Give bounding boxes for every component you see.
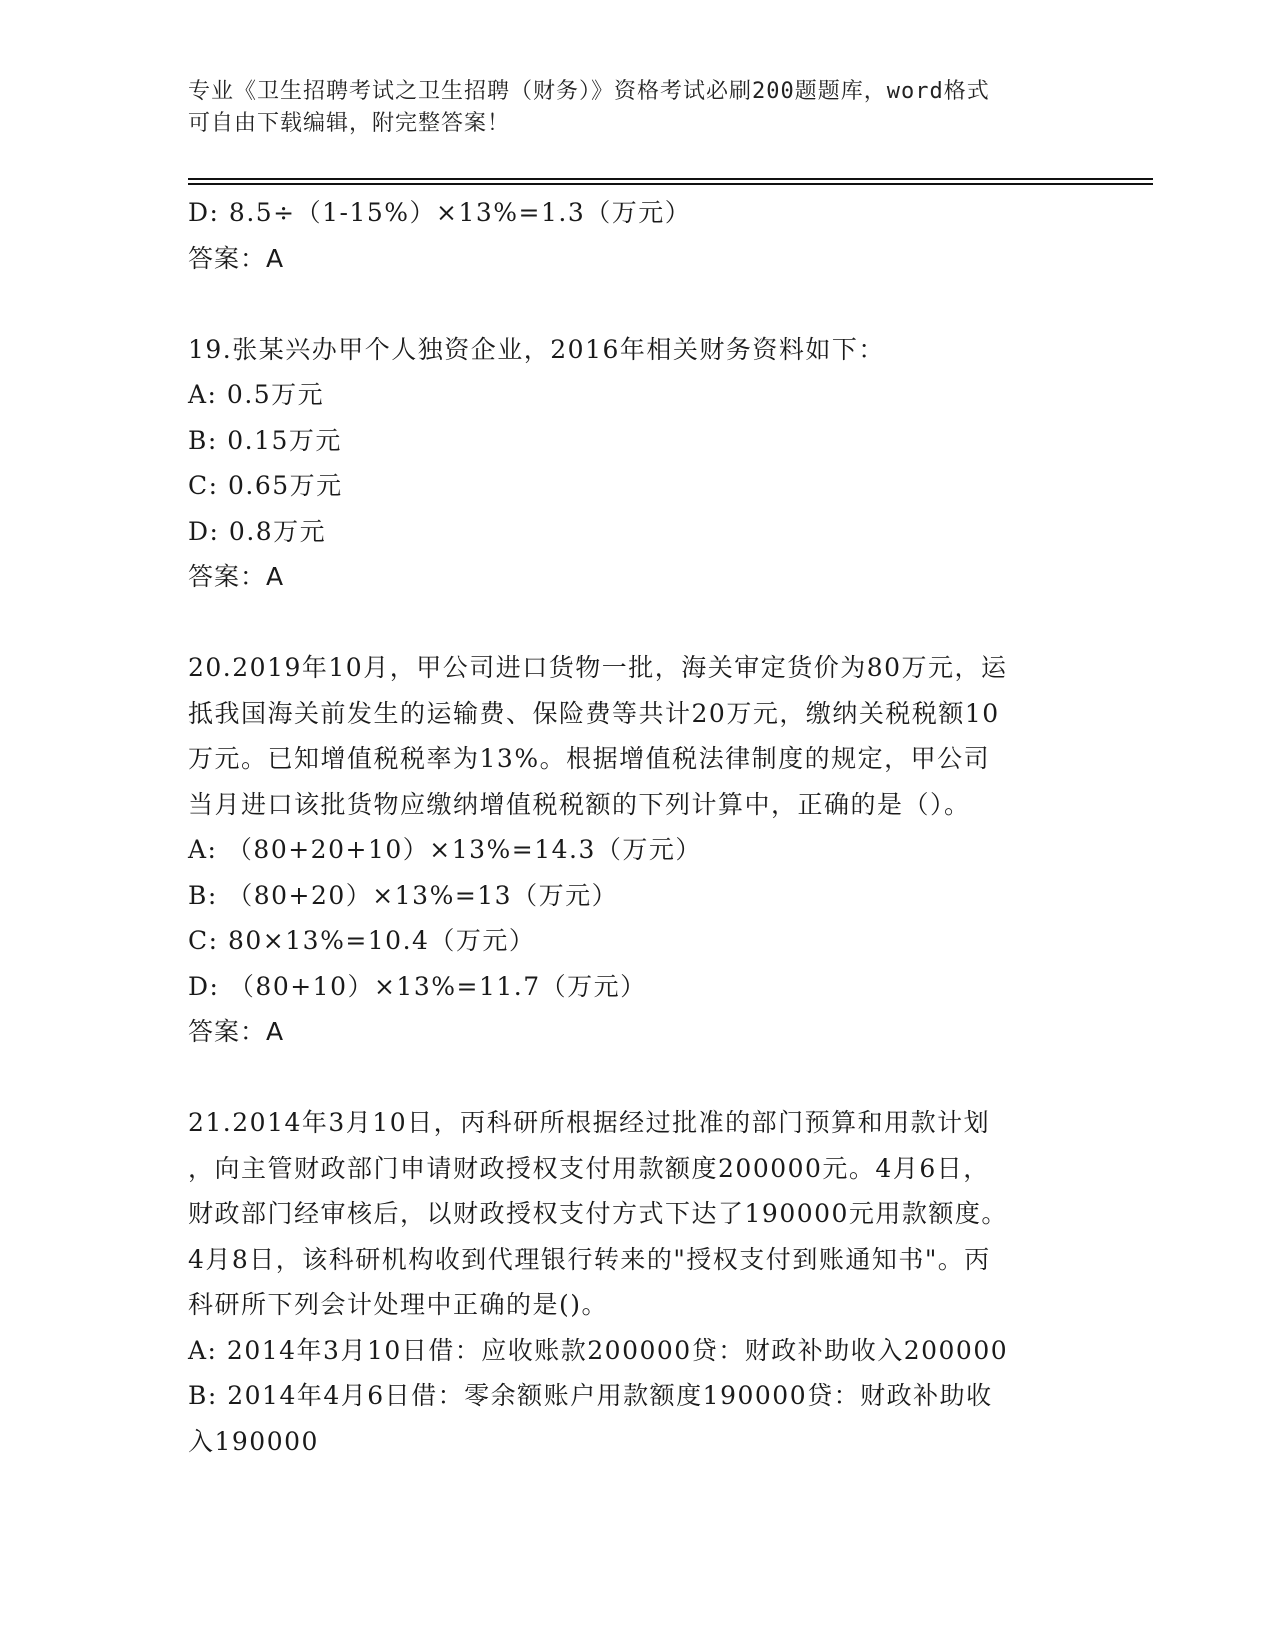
option-b: B: （80+20）×13%=13（万元）	[188, 880, 619, 910]
question-stem-line: 科研所下列会计处理中正确的是()。	[188, 1290, 609, 1319]
question-19	[188, 327, 1088, 600]
header-divider-bottom	[188, 183, 1153, 185]
header-line-1: 专业《卫生招聘考试之卫生招聘（财务）》资格考试必刷200题题库，word格式	[188, 79, 990, 104]
answer: 答案：A	[188, 562, 285, 591]
question-20	[188, 645, 1088, 1055]
question-stem-line: 抵我国海关前发生的运输费、保险费等共计20万元，缴纳关税税额10	[188, 698, 1000, 728]
header-line-2: 可自由下载编辑，附完整答案！	[188, 111, 511, 136]
question-stem: 19.张某兴办甲个人独资企业，2016年相关财务资料如下：	[188, 334, 885, 364]
option-b: B: 0.15万元	[188, 425, 342, 455]
question-stem-line: 财政部门经审核后，以财政授权支付方式下达了190000元用款额度。	[188, 1199, 1008, 1228]
spacer	[188, 1055, 1088, 1101]
question-stem-line: 20.2019年10月，甲公司进口货物一批，海关审定货价为80万元，运	[188, 653, 1008, 682]
option-b-line: B: 2014年4月6日借：零余额账户用款额度190000贷：财政补助收	[188, 1381, 993, 1410]
document-body	[188, 190, 1088, 1464]
option-c: C: 80×13%=10.4（万元）	[188, 926, 536, 955]
question-stem-line: 21.2014年3月10日，丙科研所根据经过批准的部门预算和用款计划	[188, 1108, 991, 1137]
question-stem-line: 万元。已知增值税税率为13%。根据增值税法律制度的规定，甲公司	[188, 744, 991, 773]
option-a: A: 0.5万元	[188, 380, 325, 409]
option-c: C: 0.65万元	[188, 471, 343, 500]
prev-option-d: D: 8.5÷（1-15%）×13%=1.3（万元）	[188, 198, 692, 227]
option-a: A: （80+20+10）×13%=14.3（万元）	[188, 835, 702, 864]
question-stem-line: 当月进口该批货物应缴纳增值税税额的下列计算中，正确的是（）。	[188, 789, 971, 819]
header-divider-top	[188, 178, 1153, 180]
question-stem-line: ，向主管财政部门申请财政授权支付用款额度200000元。4月6日，	[188, 1153, 990, 1183]
spacer	[188, 600, 1088, 646]
question-21	[188, 1100, 1088, 1464]
answer: 答案：A	[188, 1017, 285, 1046]
spacer	[188, 281, 1088, 327]
page-header	[188, 76, 1088, 140]
option-b-line: 入190000	[188, 1426, 319, 1456]
option-d: D: （80+10）×13%=11.7（万元）	[188, 971, 647, 1001]
option-d: D: 0.8万元	[188, 516, 327, 546]
prev-answer: 答案：A	[188, 243, 285, 273]
option-a: A: 2014年3月10日借：应收账款200000贷：财政补助收入200000	[188, 1335, 1009, 1365]
question-stem-line: 4月8日，该科研机构收到代理银行转来的"授权支付到账通知书"。丙	[188, 1244, 991, 1274]
